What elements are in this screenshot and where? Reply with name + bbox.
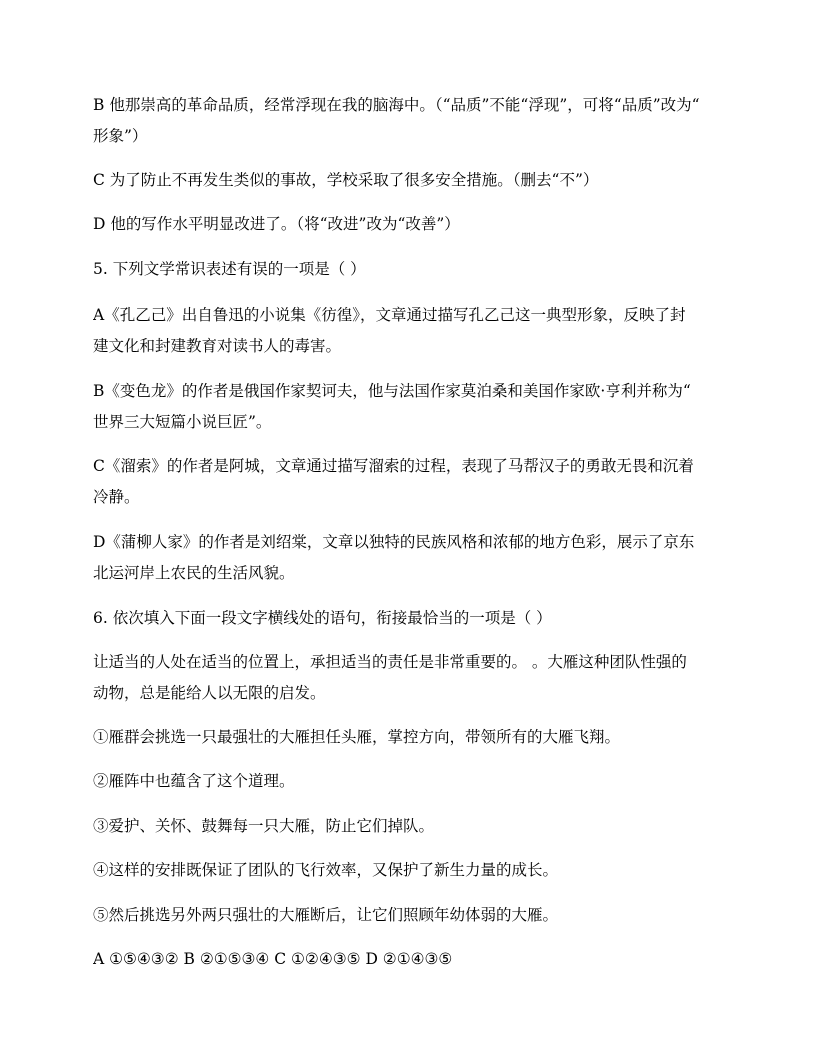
q6-sentence-5: ⑤然后挑选另外两只强壮的大雁断后，让它们照顾年幼体弱的大雁。 (93, 906, 559, 924)
q6-sentence-4: ④这样的安排既保证了团队的飞行效率，又保护了新生力量的成长。 (93, 861, 559, 879)
q5-option-a-line-1: A《孔乙己》出自鲁迅的小说集《彷徨》，文章通过描写孔乙己这一典型形象，反映了封 (93, 306, 686, 324)
option-d-line: D 他的写作水平明显改进了。（将“改进”改为“改善”） (93, 215, 460, 233)
q6-passage-line-1: 让适当的人处在适当的位置上，承担适当的责任是非常重要的。 。大雁这种团队性强的 (93, 653, 687, 671)
q5-option-d-line-1: D《蒲柳人家》的作者是刘绍棠，文章以独特的民族风格和浓郁的地方色彩，展示了京东 (93, 533, 695, 551)
option-b-line-1: B 他那崇高的革命品质，经常浮现在我的脑海中。（“品质”不能“浮现”，可将“品质”改为“ (93, 96, 700, 114)
q5-option-c-line-2: 冷静。 (93, 488, 140, 506)
option-b-line-2: 形象”） (93, 127, 148, 145)
q5-option-b-line-2: 世界三大短篇小说巨匠”。 (93, 413, 272, 431)
question-6-title: 6. 依次填入下面一段文字横线处的语句，衔接最恰当的一项是（ ） (93, 609, 552, 627)
q6-sentence-3: ③爱护、关怀、鼓舞每一只大雁，防止它们掉队。 (93, 817, 435, 835)
question-5-title: 5. 下列文学常识表述有误的一项是（ ） (93, 260, 366, 278)
q5-option-a-line-2: 建文化和封建教育对读书人的毒害。 (93, 337, 342, 355)
q6-sentence-1: ①雁群会挑选一只最强壮的大雁担任头雁，掌控方向，带领所有的大雁飞翔。 (93, 728, 621, 746)
q6-passage-line-2: 动物，总是能给人以无限的启发。 (93, 684, 326, 702)
option-c-line: C 为了防止不再发生类似的事故，学校采取了很多安全措施。（删去“不”） (93, 171, 599, 189)
q6-sentence-2: ②雁阵中也蕴含了这个道理。 (93, 772, 295, 790)
q5-option-d-line-2: 北运河岸上农民的生活风貌。 (93, 564, 295, 582)
q6-answer-options: A ①⑤④③② B ②①⑤③④ C ①②④③⑤ D ②①④③⑤ (93, 950, 453, 968)
q5-option-c-line-1: C《溜索》的作者是阿城，文章通过描写溜索的过程，表现了马帮汉子的勇敢无畏和沉着 (93, 457, 694, 475)
q5-option-b-line-1: B《变色龙》的作者是俄国作家契诃夫，他与法国作家莫泊桑和美国作家欧·亨利并称为“ (93, 382, 691, 400)
